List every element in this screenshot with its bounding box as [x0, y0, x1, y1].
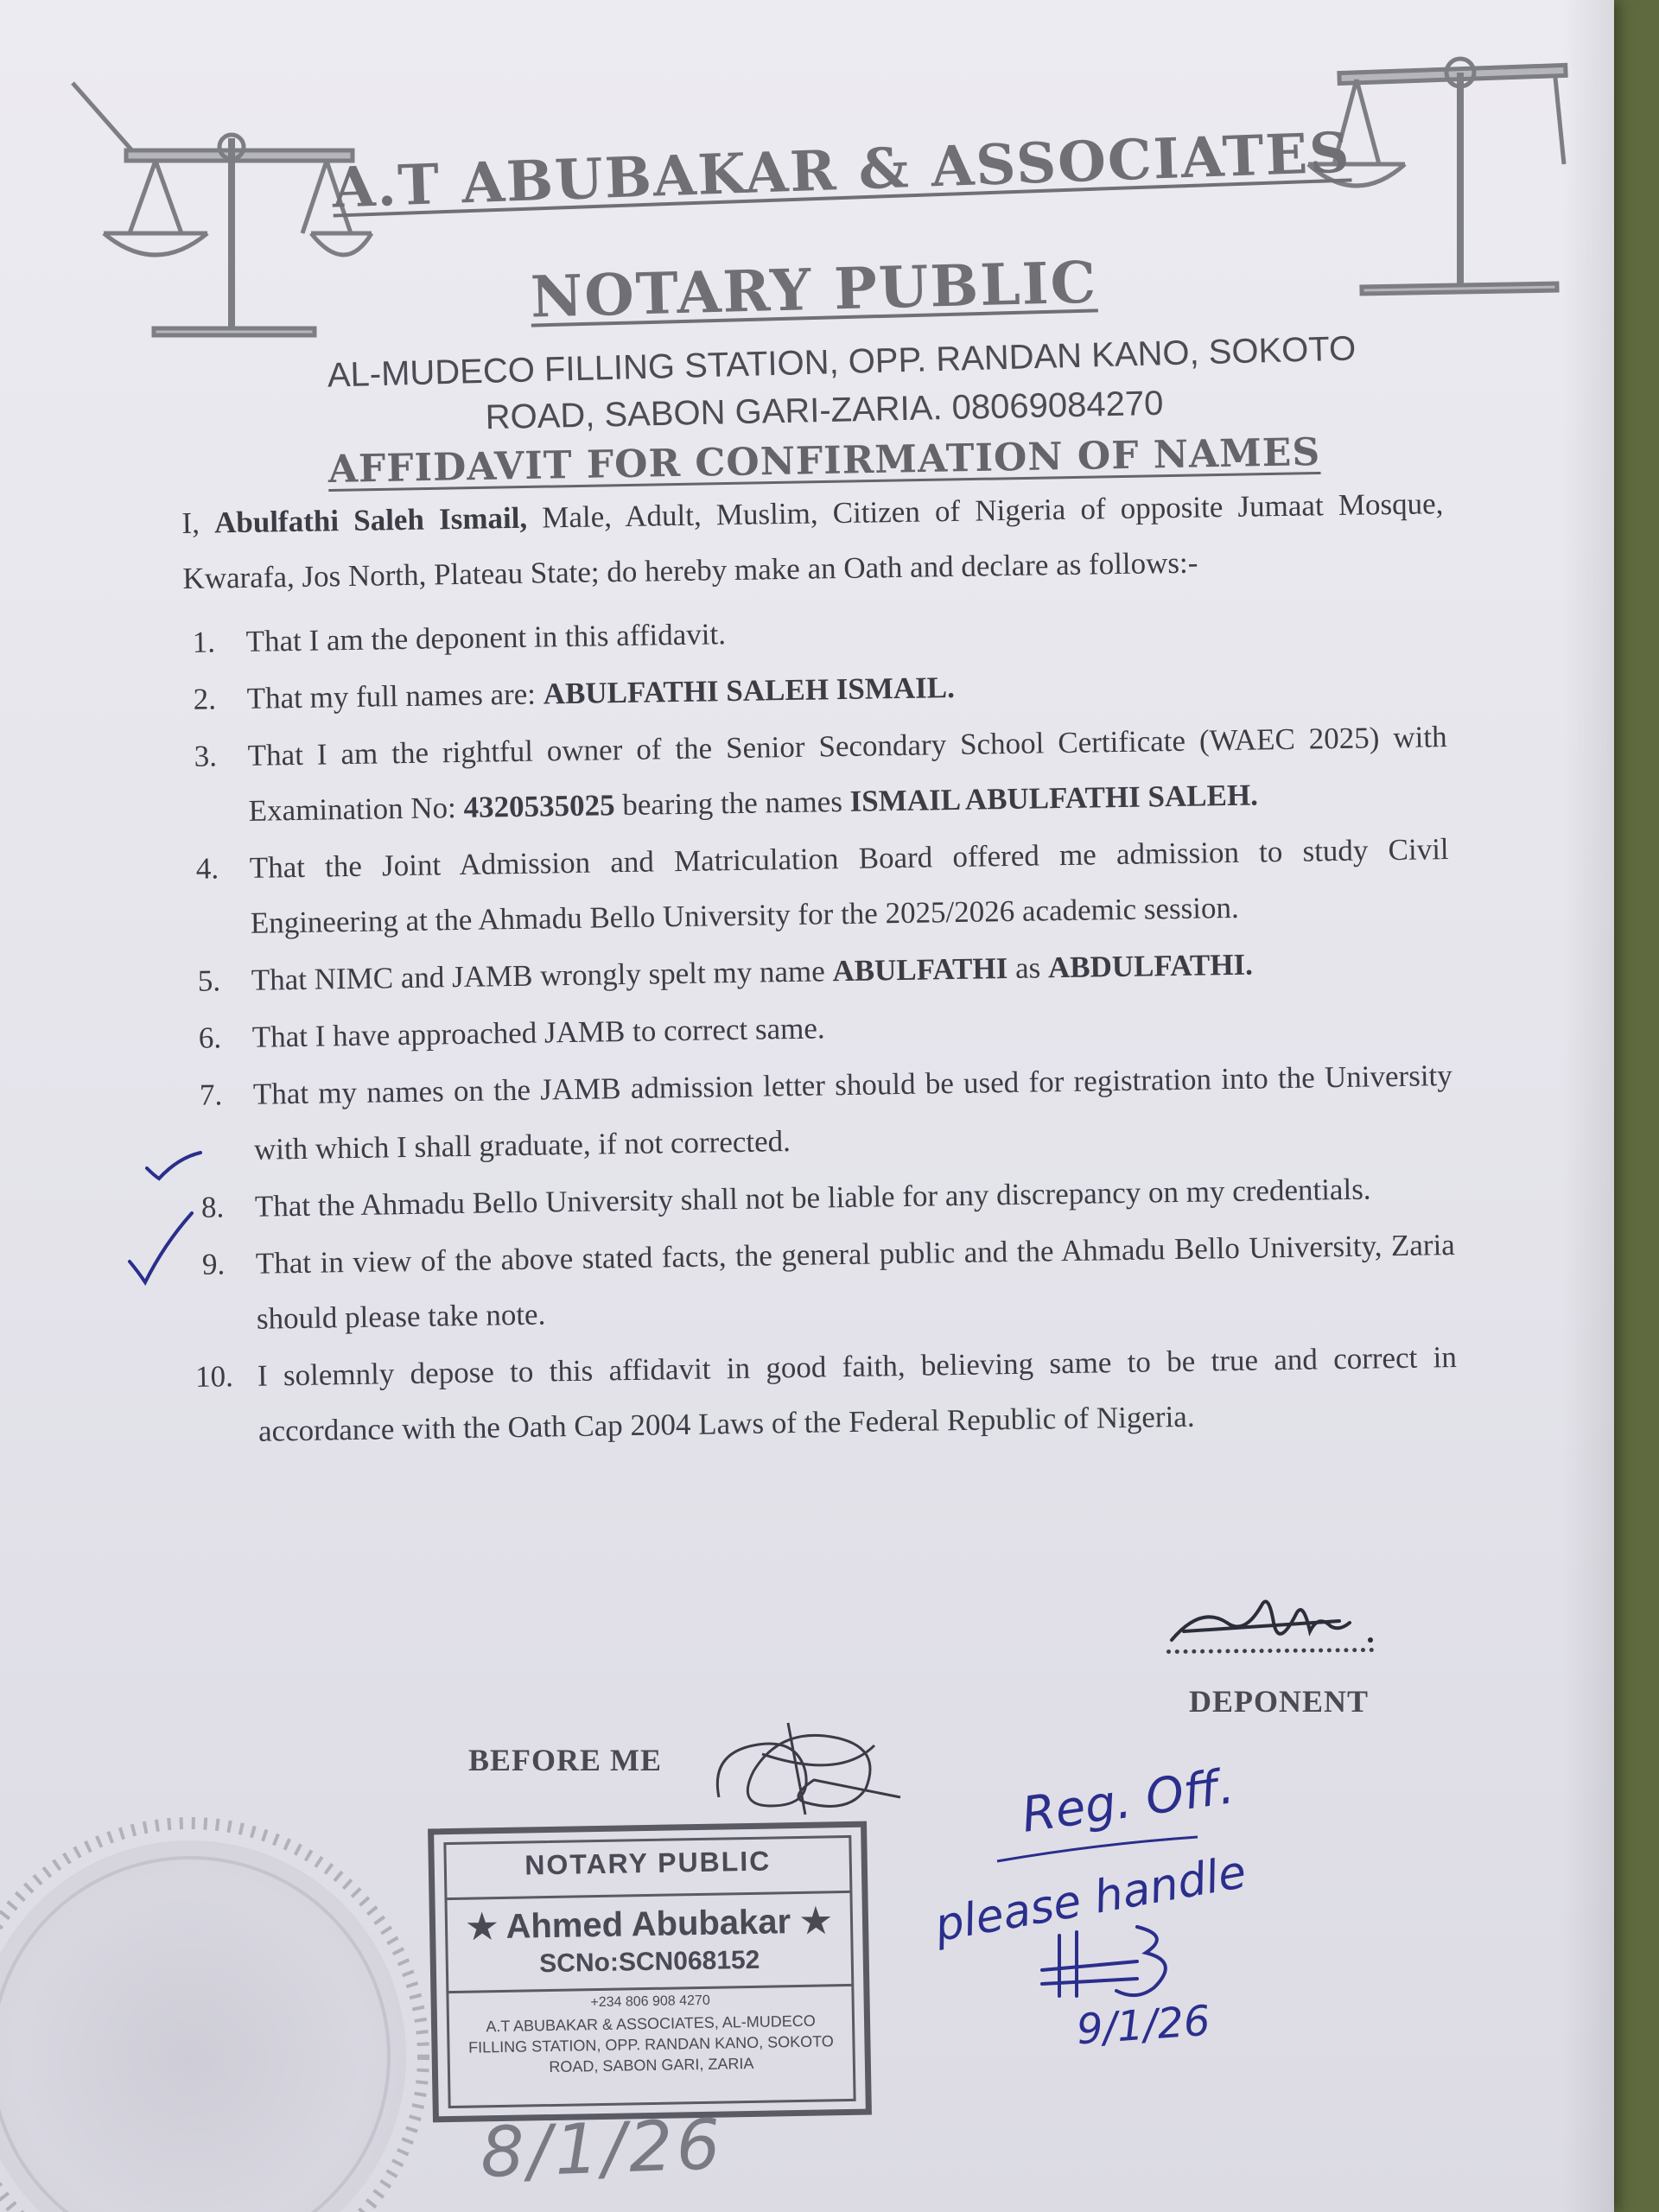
declaration-list	[183, 595, 1458, 1460]
handwritten-note-please-handle: please handle	[931, 1846, 1250, 1953]
list-item: 8. That the Ahmadu Bello University shall not be liable for any discrepancy on my credentials.	[200, 1172, 1371, 1224]
firm-subtitle: NOTARY PUBLIC	[529, 248, 1099, 331]
checkmark-icon	[143, 1149, 204, 1184]
stamp-notary-name: ★ Ahmed Abubakar ★	[466, 1902, 832, 1947]
signature-icon	[702, 1719, 909, 1832]
signature-icon	[1166, 1588, 1391, 1657]
list-item: 4. That the Joint Admission and Matriculation Board offered me admission to study Civil Engineering at the Ahmadu Bello University for the 2025/2026 academic session.	[195, 832, 1449, 940]
list-item: 1. That I am the deponent in this affidavit.	[192, 617, 727, 659]
stamp-address: A.T ABUBAKAR & ASSOCIATES, AL-MUDECO FILLING STATION, OPP. RANDAN KANO, SOKOTO ROAD, SABON GARI, ZARIA	[467, 2012, 834, 2076]
checkmark-icon	[126, 1210, 195, 1287]
intro-rest: Male, Adult, Muslim, Citizen of Nigeria of opposite Jumaat Mosque, Kwarafa, Jos North, Plateau State; do hereby make an Oath and declare as follows:-	[182, 486, 1444, 595]
stamp-phone: +234 806 908 4270	[590, 1993, 710, 2011]
handwritten-note-date: 9/1/26	[1075, 1996, 1212, 2055]
stamp-date-handwritten: 8/1/26	[479, 2104, 726, 2193]
handwritten-note-reg-off: Reg. Off.	[1018, 1758, 1238, 1844]
embossed-seal-icon	[0, 1797, 449, 2212]
notary-stamp	[428, 1821, 872, 2123]
affidavit-body	[181, 476, 1458, 1462]
affidavit-title: AFFIDAVIT FOR CONFIRMATION OF NAMES	[327, 429, 1321, 493]
firm-address-line1: AL-MUDECO FILLING STATION, OPP. RANDAN KANO, SOKOTO	[327, 329, 1357, 395]
affidavit-intro	[181, 476, 1445, 607]
deponent-label: DEPONENT	[1189, 1684, 1370, 1719]
list-item: 2. That my full names are: ABULFATHI SALEH ISMAIL.	[193, 670, 956, 716]
list-item: 9. That in view of the above stated facts, the general public and the Ahmadu Bello University, Zaria should please take note.	[201, 1227, 1456, 1336]
list-item: 10. I solemnly depose to this affidavit in good faith, believing same to be true and correct in accordance with the Oath Cap 2004 Laws of the Federal Republic of Nigeria.	[194, 1339, 1458, 1448]
firm-address-line2: ROAD, SABON GARI-ZARIA. 08069084270	[485, 384, 1164, 437]
intro-lead: I,	[181, 505, 215, 540]
firm-name: A.T ABUBAKAR & ASSOCIATES	[331, 120, 1352, 221]
list-item: 5. That NIMC and JAMB wrongly spelt my name ABULFATHI as ABDULFATHI.	[197, 947, 1254, 998]
stamp-scn-number: SCNo:SCN068152	[538, 1945, 760, 1979]
list-item: 6. That I have approached JAMB to correct same.	[198, 1011, 825, 1055]
stamp-header: NOTARY PUBLIC	[524, 1845, 772, 1881]
list-item: 3. That I am the rightful owner of the Senior Secondary School Certificate (WAEC 2025) with Examination No: 4320535025 bearing the names ISMAIL ABULFATHI SALEH.	[194, 720, 1447, 828]
deponent-name: Abulfathi Saleh Ismail,	[213, 500, 528, 540]
before-me-label: BEFORE ME	[468, 1743, 663, 1777]
list-item: 7. That my names on the JAMB admission letter should be used for registration into the University with which I shall graduate, if not corrected.	[199, 1058, 1453, 1166]
signature-icon	[1033, 1918, 1180, 2005]
